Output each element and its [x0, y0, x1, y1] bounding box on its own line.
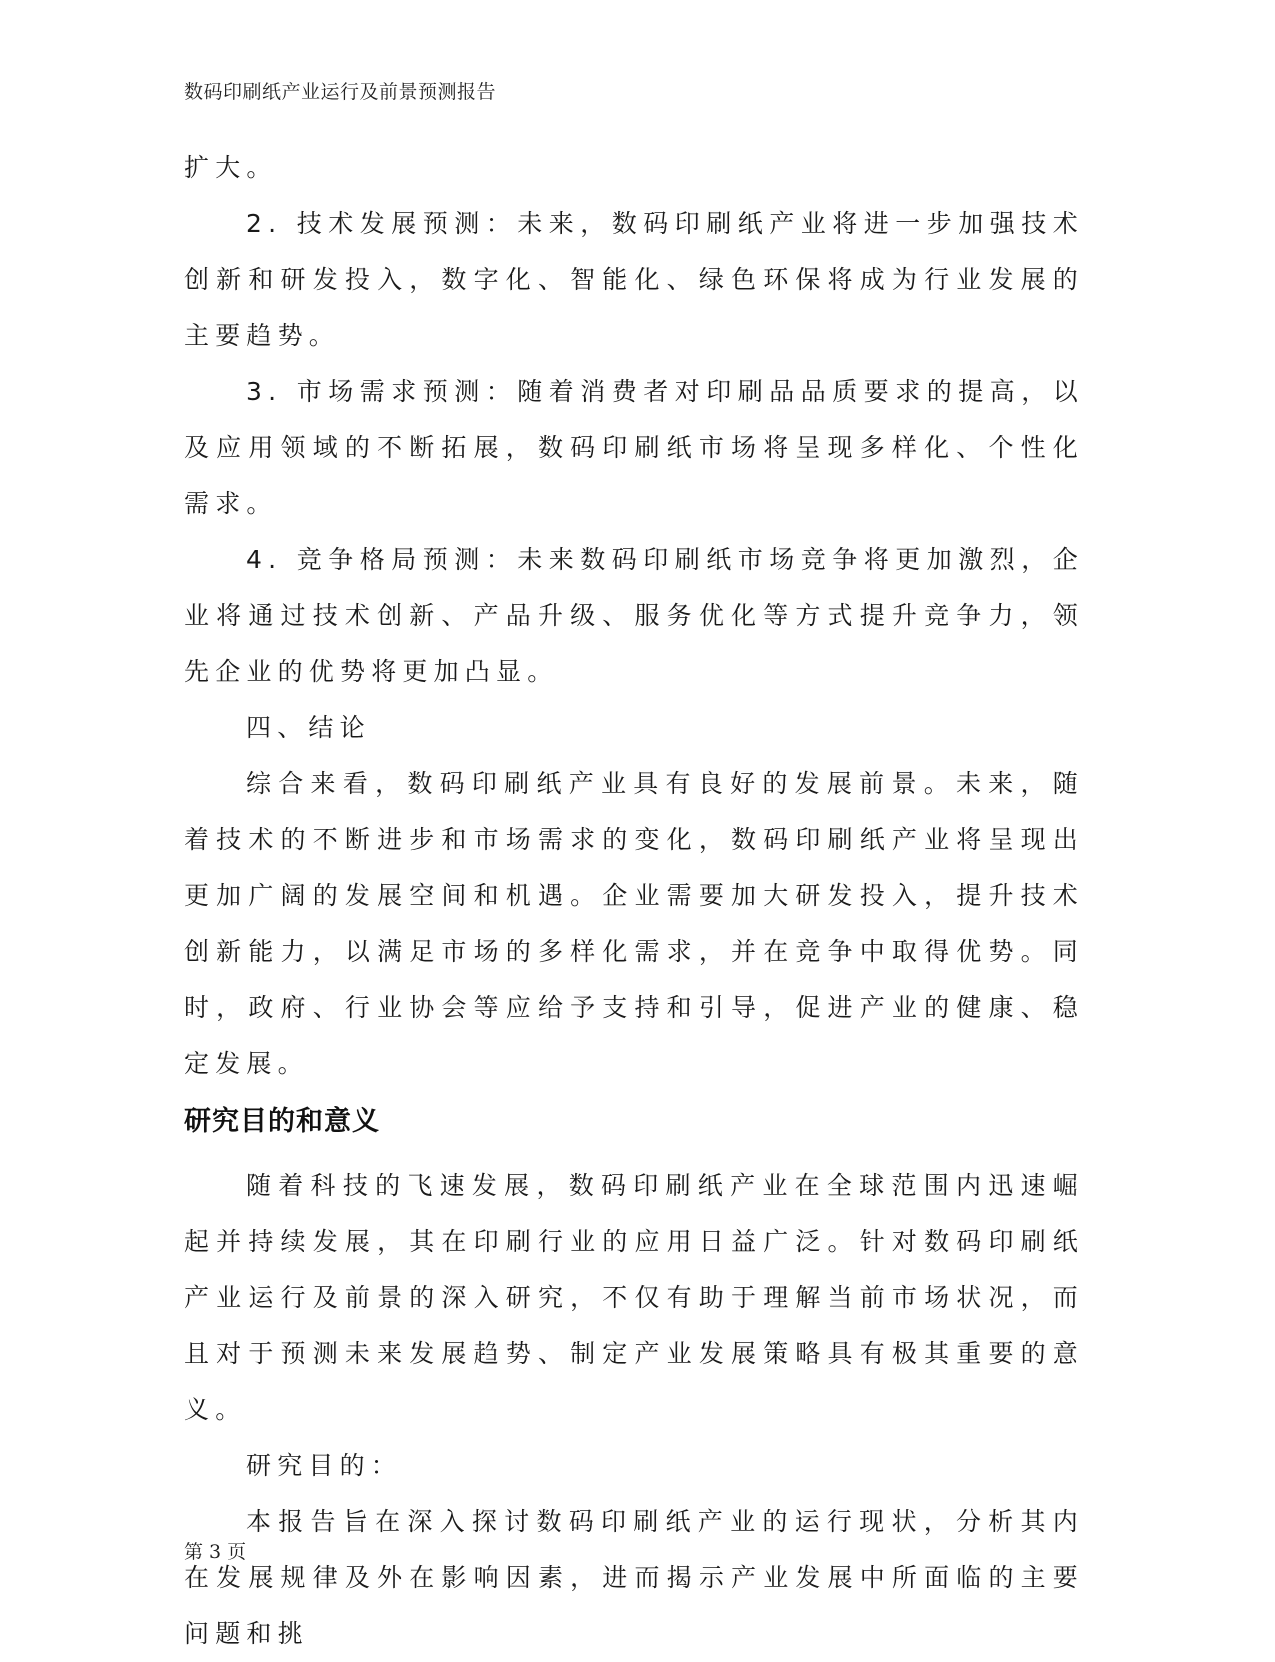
paragraph-market-demand-forecast: 3. 市场需求预测：随着消费者对印刷品品质要求的提高，以及应用领域的不断拓展，数码印刷纸市场将呈现多样化、个性化需求。: [184, 377, 1084, 518]
subheading-conclusion: 四、结论: [246, 713, 371, 742]
paragraph-research-aim: 本报告旨在深入探讨数码印刷纸产业的运行现状，分析其内在发展规律及外在影响因素，进而揭示产业发展中所面临的主要问题和挑: [184, 1507, 1084, 1648]
section-heading-research-purpose: 研究目的和意义: [184, 1106, 380, 1137]
paragraph-continuation: 扩大。: [184, 153, 278, 182]
document-body: [184, 140, 1084, 1662]
subheading-research-purpose: 研究目的：: [246, 1451, 403, 1480]
paragraph-competition-forecast: 4. 竞争格局预测：未来数码印刷纸市场竞争将更加激烈，企业将通过技术创新、产品升级、服务优化等方式提升竞争力，领先企业的优势将更加凸显。: [184, 545, 1084, 686]
page-header-title: 数码印刷纸产业运行及前景预测报告: [184, 81, 497, 103]
paragraph-conclusion: 综合来看，数码印刷纸产业具有良好的发展前景。未来，随着技术的不断进步和市场需求的变化，数码印刷纸产业将呈现出更加广阔的发展空间和机遇。企业需要加大研发投入，提升技术创新能力，以满足市场的多样化需求，并在竞争中取得优势。同时，政府、行业协会等应给予支持和引导，促进产业的健康、稳定发展。: [184, 769, 1084, 1078]
paragraph-tech-forecast: 2. 技术发展预测：未来，数码印刷纸产业将进一步加强技术创新和研发投入，数字化、智能化、绿色环保将成为行业发展的主要趋势。: [184, 209, 1084, 350]
paragraph-research-intro: 随着科技的飞速发展，数码印刷纸产业在全球范围内迅速崛起并持续发展，其在印刷行业的应用日益广泛。针对数码印刷纸产业运行及前景的深入研究，不仅有助于理解当前市场状况，而且对于预测未来发展趋势、制定产业发展策略具有极其重要的意义。: [184, 1171, 1084, 1424]
page-number: 第 3 页: [184, 1541, 247, 1563]
